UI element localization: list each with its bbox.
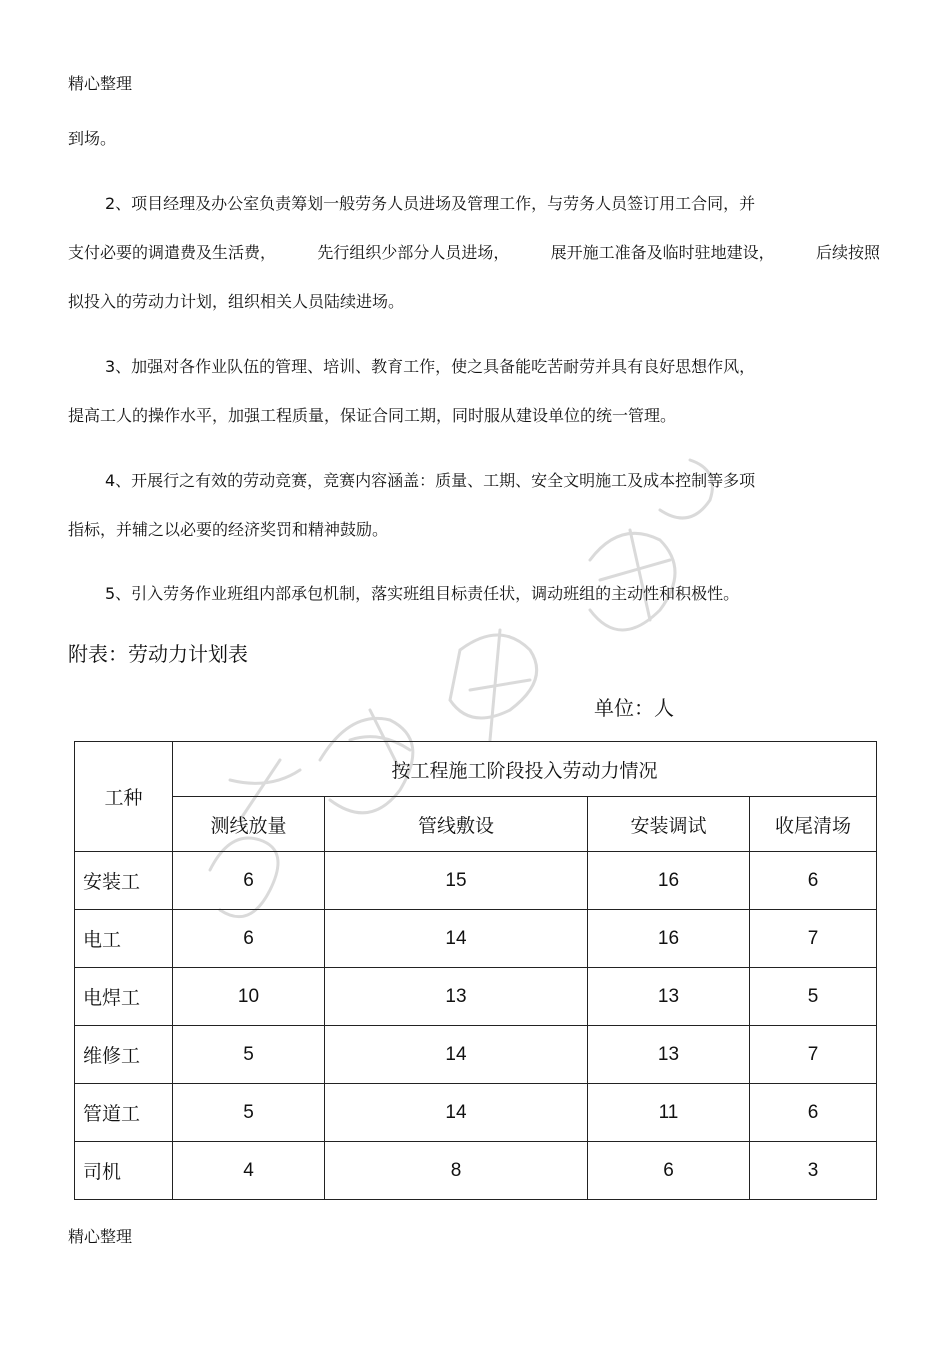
column-header: 管线敷设 <box>325 797 588 852</box>
table-header-row <box>75 742 877 797</box>
table-cell: 6 <box>173 910 325 968</box>
paragraph-4-line-1: 4、开展行之有效的劳动竞赛，竞赛内容涵盖：质量、工期、安全文明施工及成本控制等多项 <box>105 471 756 490</box>
paragraph-3-line-1: 3、加强对各作业队伍的管理、培训、教育工作，使之具备能吃苦耐劳并具有良好思想作风， <box>105 357 756 376</box>
row-label: 维修工 <box>75 1026 173 1084</box>
table-cell: 15 <box>325 852 588 910</box>
column-header: 测线放量 <box>173 797 325 852</box>
table-cell: 5 <box>750 968 877 1026</box>
table-cell: 6 <box>173 852 325 910</box>
table-row <box>75 1084 877 1142</box>
table-row <box>75 910 877 968</box>
table-cell: 6 <box>750 852 877 910</box>
paragraph-continuation: 到场。 <box>68 129 117 148</box>
table-cell: 6 <box>588 1142 750 1200</box>
unit-label: 单位：人 <box>594 696 674 720</box>
row-label: 管道工 <box>75 1084 173 1142</box>
table-cell: 5 <box>173 1026 325 1084</box>
paragraph-2-segment-a: 支付必要的调遣费及生活费， <box>68 243 277 262</box>
table-cell: 14 <box>325 1026 588 1084</box>
table-cell: 13 <box>325 968 588 1026</box>
table-cell: 13 <box>588 968 750 1026</box>
table-row <box>75 852 877 910</box>
column-header: 收尾清场 <box>750 797 877 852</box>
table-row <box>75 1142 877 1200</box>
table-cell: 14 <box>325 1084 588 1142</box>
paragraph-2-line-3: 拟投入的劳动力计划，组织相关人员陆续进场。 <box>68 292 405 311</box>
group-header-cell: 按工程施工阶段投入劳动力情况 <box>173 742 877 797</box>
row-label: 电工 <box>75 910 173 968</box>
table-cell: 10 <box>173 968 325 1026</box>
paragraph-5-line-1: 5、引入劳务作业班组内部承包机制，落实班组目标责任状，调动班组的主动性和积极性。 <box>105 584 740 603</box>
table-cell: 16 <box>588 910 750 968</box>
table-cell: 11 <box>588 1084 750 1142</box>
labor-plan-table <box>74 741 877 1200</box>
table-cell: 3 <box>750 1142 877 1200</box>
paragraph-2-segment-b: 先行组织少部分人员进场， <box>317 243 510 262</box>
table-cell: 7 <box>750 1026 877 1084</box>
table-cell: 5 <box>173 1084 325 1142</box>
paragraph-2-line-1: 2、项目经理及办公室负责筹划一般劳务人员进场及管理工作，与劳务人员签订用工合同，并 <box>105 194 756 213</box>
row-label: 安装工 <box>75 852 173 910</box>
table-cell: 7 <box>750 910 877 968</box>
row-label: 司机 <box>75 1142 173 1200</box>
table-subheader-row <box>75 797 877 852</box>
table-cell: 6 <box>750 1084 877 1142</box>
paragraph-2-segment-c: 展开施工准备及临时驻地建设， <box>550 243 775 262</box>
paragraph-3-line-2: 提高工人的操作水平，加强工程质量，保证合同工期，同时服从建设单位的统一管理。 <box>68 406 677 425</box>
table-row <box>75 968 877 1026</box>
table-row <box>75 1026 877 1084</box>
table-cell: 16 <box>588 852 750 910</box>
table-cell: 13 <box>588 1026 750 1084</box>
table-cell: 8 <box>325 1142 588 1200</box>
paragraph-2-segment-d: 后续按照 <box>815 243 880 262</box>
corner-header-cell: 工种 <box>75 742 173 852</box>
page-footer: 精心整理 <box>68 1227 133 1246</box>
paragraph-2-line-2 <box>68 243 880 263</box>
row-label: 电焊工 <box>75 968 173 1026</box>
paragraph-4-line-2: 指标，并辅之以必要的经济奖罚和精神鼓励。 <box>68 520 389 539</box>
appendix-title: 附表：劳动力计划表 <box>68 642 248 666</box>
column-header: 安装调试 <box>588 797 750 852</box>
page-header: 精心整理 <box>68 74 133 93</box>
table-cell: 4 <box>173 1142 325 1200</box>
table-cell: 14 <box>325 910 588 968</box>
